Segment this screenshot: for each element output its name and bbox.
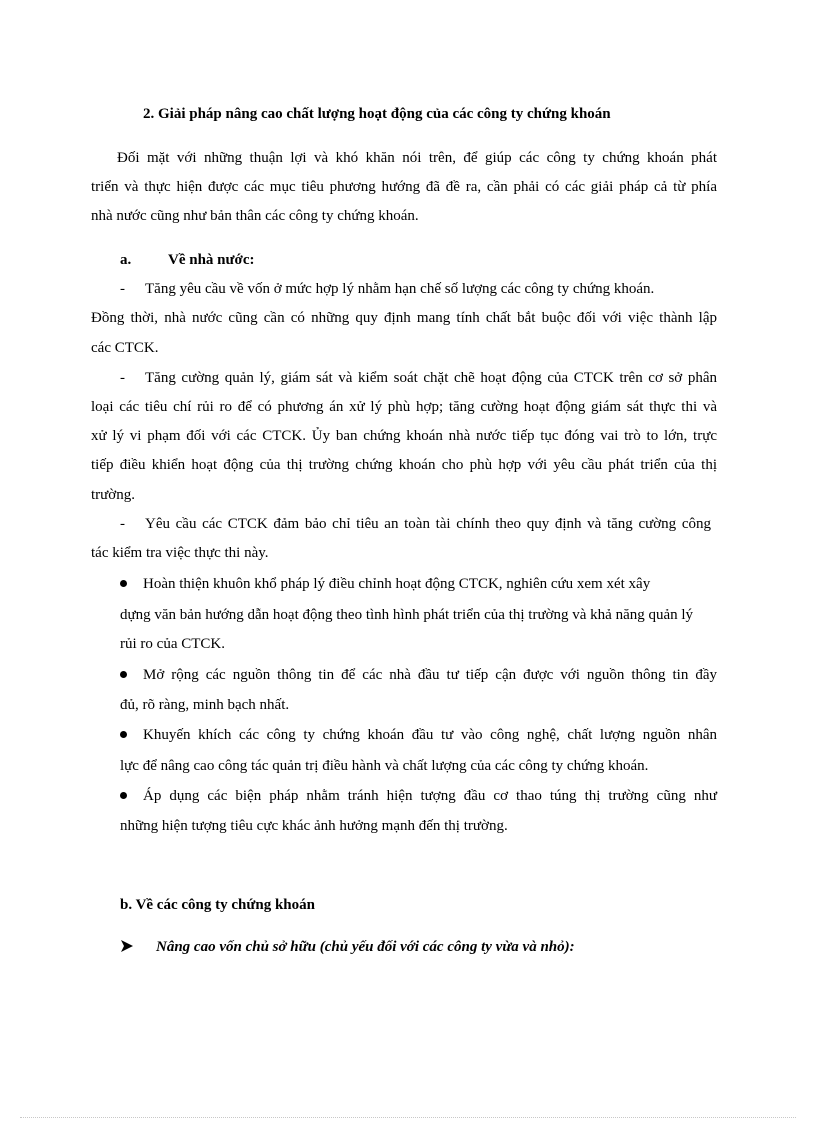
bullet-item-line: Mở rộng các nguồn thông tin để các nhà đầu tư tiếp cận được với nguồn thông tin đầy bbox=[143, 667, 717, 683]
intro-line: nhà nước cũng như bản thân các công ty chứng khoán. bbox=[91, 208, 419, 224]
section-a-title: Về nhà nước: bbox=[168, 252, 255, 268]
bullet-item-line: dựng văn bản hướng dẫn hoạt động theo tình hình phát triển của thị trường và khả năng quản lý bbox=[120, 607, 694, 623]
dash-item-line: tác kiểm tra việc thực thi này. bbox=[91, 545, 269, 561]
intro-line: triển và thực hiện được các mục tiêu phương hướng đã đề ra, cần phải có các giải pháp cả từ phía bbox=[91, 179, 717, 195]
dash-item-line: xử lý vi phạm đối với các CTCK. Ủy ban chứng khoán nhà nước tiếp tục đóng vai trò to lớn, trực bbox=[91, 428, 717, 444]
bullet-item-line: Khuyến khích các công ty chứng khoán đầu tư vào công nghệ, chất lượng nguồn nhân bbox=[143, 727, 717, 743]
bullet-item-line: rủi ro của CTCK. bbox=[120, 636, 225, 652]
bullet-item-line: đủ, rõ ràng, minh bạch nhất. bbox=[120, 697, 290, 713]
bullet-item-line: lực để nâng cao công tác quản trị điều hành và chất lượng của các công ty chứng khoán. bbox=[120, 758, 649, 774]
section-b-heading: b. Về các công ty chứng khoán bbox=[120, 897, 315, 913]
dash-item-line: Tăng cường quản lý, giám sát và kiểm soát chặt chẽ hoạt động của CTCK trên cơ sở phân bbox=[145, 370, 717, 386]
section-a-label: a. bbox=[120, 252, 132, 268]
dash-marker: - bbox=[120, 281, 125, 297]
bullet-icon bbox=[120, 731, 127, 738]
dash-item-line: loại các tiêu chí rủi ro để có phương án xử lý phù hợp; tăng cường hoạt động giám sát thực thi và bbox=[91, 399, 717, 415]
bullet-item-line: Áp dụng các biện pháp nhằm tránh hiện tượng đầu cơ thao túng thị trường cũng như bbox=[143, 788, 717, 804]
bullet-icon bbox=[120, 580, 127, 587]
intro-line: Đối mặt với những thuận lợi và khó khăn nói trên, để giúp các công ty chứng khoán phát bbox=[117, 150, 717, 166]
page-bottom-divider bbox=[20, 1117, 796, 1118]
dash-item-line: tiếp điều khiển hoạt động của thị trường chứng khoán cho phù hợp với yêu cầu phát triển của thị bbox=[91, 457, 717, 473]
bullet-item-line: những hiện tượng tiêu cực khác ảnh hưởng mạnh đến thị trường. bbox=[120, 818, 508, 834]
bullet-icon bbox=[120, 671, 127, 678]
bullet-icon bbox=[120, 792, 127, 799]
arrow-item-text: Nâng cao vốn chủ sở hữu (chủ yếu đối với các công ty vừa và nhỏ): bbox=[156, 939, 575, 955]
dash-marker: - bbox=[120, 370, 125, 386]
dash-item-line: trường. bbox=[91, 487, 135, 503]
dash-item-line: các CTCK. bbox=[91, 340, 159, 356]
arrow-bullet-icon bbox=[120, 939, 134, 953]
section-heading: 2. Giải pháp nâng cao chất lượng hoạt động của các công ty chứng khoán bbox=[143, 106, 611, 122]
dash-marker: - bbox=[120, 516, 125, 532]
dash-item-line: Đồng thời, nhà nước cũng cần có những quy định mang tính chất bắt buộc đối với việc thành lập bbox=[91, 310, 717, 326]
bullet-item-line: Hoàn thiện khuôn khổ pháp lý điều chỉnh hoạt động CTCK, nghiên cứu xem xét xây bbox=[143, 576, 651, 592]
dash-item-line: Tăng yêu cầu về vốn ở mức hợp lý nhằm hạn chế số lượng các công ty chứng khoán. bbox=[145, 281, 655, 297]
dash-item-line: Yêu cầu các CTCK đảm bảo chỉ tiêu an toàn tài chính theo quy định và tăng cường công bbox=[145, 516, 711, 532]
